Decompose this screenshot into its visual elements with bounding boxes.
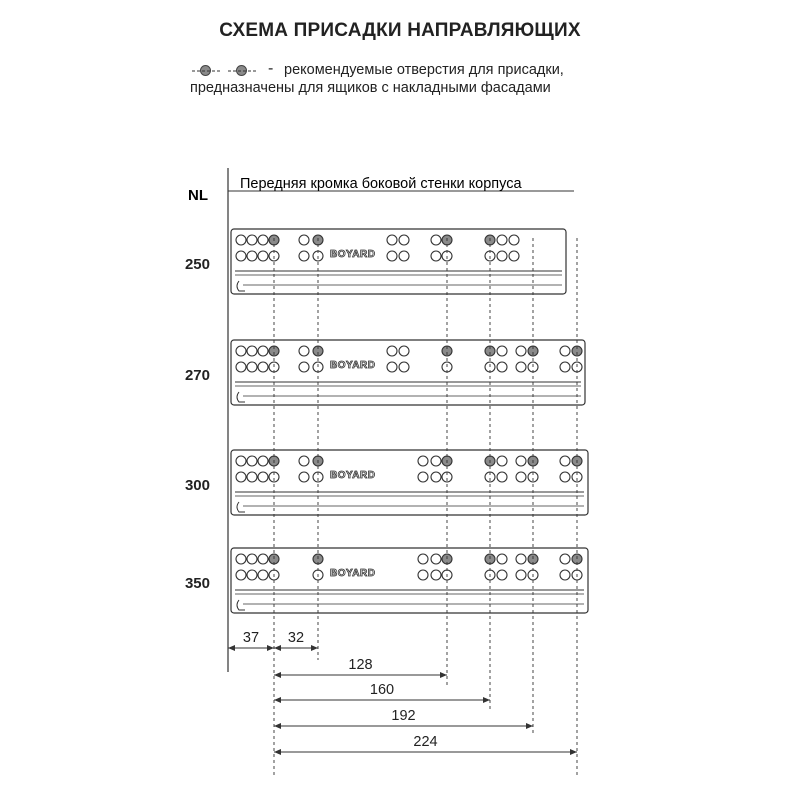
arrowhead xyxy=(274,697,281,703)
mounting-hole xyxy=(387,251,397,261)
mounting-hole xyxy=(516,362,526,372)
mounting-hole xyxy=(431,251,441,261)
mounting-hole xyxy=(247,472,257,482)
mounting-hole xyxy=(258,472,268,482)
dim-224 xyxy=(274,734,577,755)
rail-length-label: 270 xyxy=(184,367,210,384)
mounting-hole xyxy=(299,346,309,356)
mounting-hole xyxy=(236,235,246,245)
arrowhead xyxy=(440,672,447,678)
arrowhead xyxy=(526,723,533,729)
legend-dash: - xyxy=(268,60,274,77)
mounting-hole xyxy=(560,346,570,356)
mounting-hole xyxy=(516,346,526,356)
page-title: СХЕМА ПРИСАДКИ НАПРАВЛЯЮЩИХ xyxy=(219,20,581,41)
mounting-hole xyxy=(497,456,507,466)
mounting-hole xyxy=(258,570,268,580)
mounting-hole xyxy=(497,570,507,580)
mounting-hole xyxy=(560,456,570,466)
arrowhead xyxy=(228,645,235,651)
mounting-hole xyxy=(516,456,526,466)
arrowhead xyxy=(274,723,281,729)
dimension-label: 224 xyxy=(413,734,438,750)
dimension-label: 32 xyxy=(287,630,305,646)
mounting-hole xyxy=(299,456,309,466)
rail-length-label: 300 xyxy=(184,477,210,494)
mounting-hole xyxy=(497,472,507,482)
mounting-hole xyxy=(497,554,507,564)
mounting-hole xyxy=(431,554,441,564)
mounting-hole xyxy=(497,251,507,261)
boyard-logo: BOYARD xyxy=(330,470,376,481)
rail-length-label: 250 xyxy=(184,256,210,273)
dim-192 xyxy=(274,708,533,729)
dim-32 xyxy=(274,630,318,651)
mounting-hole xyxy=(258,346,268,356)
mounting-hole xyxy=(509,235,519,245)
mounting-hole xyxy=(399,346,409,356)
arrowhead xyxy=(311,645,318,651)
arrowhead xyxy=(274,672,281,678)
mounting-hole xyxy=(560,472,570,482)
mounting-hole xyxy=(236,472,246,482)
mounting-hole xyxy=(236,554,246,564)
mounting-hole xyxy=(236,570,246,580)
rail-350 xyxy=(185,548,588,613)
mounting-hole xyxy=(247,251,257,261)
legend-text-line2: предназначены для ящиков с накладными фасадами xyxy=(190,80,551,96)
mounting-hole xyxy=(236,346,246,356)
arrowhead xyxy=(570,749,577,755)
mounting-hole xyxy=(247,554,257,564)
mounting-hole xyxy=(299,235,309,245)
rail-250 xyxy=(185,229,566,294)
mounting-hole xyxy=(431,472,441,482)
mounting-hole xyxy=(431,570,441,580)
dim-160 xyxy=(274,682,490,703)
mounting-hole xyxy=(236,456,246,466)
arrowhead xyxy=(274,749,281,755)
mounting-hole xyxy=(560,362,570,372)
arrowhead xyxy=(274,645,281,651)
boyard-logo: BOYARD xyxy=(330,360,376,371)
mounting-hole xyxy=(418,570,428,580)
mounting-hole xyxy=(247,346,257,356)
mounting-hole xyxy=(299,472,309,482)
mounting-hole xyxy=(560,570,570,580)
arrowhead xyxy=(267,645,274,651)
mounting-hole xyxy=(399,362,409,372)
mounting-hole xyxy=(497,346,507,356)
mounting-hole xyxy=(247,235,257,245)
mounting-hole xyxy=(509,251,519,261)
dimension-label: 128 xyxy=(348,657,373,673)
arrowhead xyxy=(483,697,490,703)
mounting-hole xyxy=(431,235,441,245)
mounting-hole xyxy=(299,362,309,372)
mounting-hole xyxy=(258,554,268,564)
mounting-hole xyxy=(236,251,246,261)
mounting-hole xyxy=(431,456,441,466)
mounting-hole xyxy=(418,472,428,482)
mounting-hole xyxy=(497,235,507,245)
front-edge-label: Передняя кромка боковой стенки корпуса xyxy=(240,176,522,192)
mounting-hole xyxy=(399,235,409,245)
boyard-logo: BOYARD xyxy=(330,568,376,579)
mounting-hole xyxy=(516,570,526,580)
legend-text-line1: рекомендуемые отверстия для присадки, xyxy=(284,62,564,78)
dim-37 xyxy=(228,630,274,651)
rail-length-label: 350 xyxy=(184,575,210,592)
mounting-hole xyxy=(418,456,428,466)
mounting-hole xyxy=(247,570,257,580)
mounting-hole xyxy=(497,362,507,372)
mounting-hole xyxy=(258,251,268,261)
mounting-hole xyxy=(399,251,409,261)
mounting-hole xyxy=(387,235,397,245)
mounting-hole xyxy=(247,456,257,466)
rail-270 xyxy=(185,340,585,405)
mounting-hole xyxy=(258,456,268,466)
dimension-label: 192 xyxy=(391,708,416,724)
nl-label: NL xyxy=(188,187,208,204)
dim-128 xyxy=(274,657,447,678)
mounting-hole xyxy=(299,251,309,261)
mounting-hole xyxy=(258,362,268,372)
mounting-hole xyxy=(236,362,246,372)
mounting-hole xyxy=(387,346,397,356)
mounting-hole xyxy=(247,362,257,372)
mounting-hole xyxy=(387,362,397,372)
mounting-hole xyxy=(418,554,428,564)
mounting-hole xyxy=(516,554,526,564)
mounting-hole xyxy=(516,472,526,482)
mounting-hole xyxy=(560,554,570,564)
mounting-hole xyxy=(258,235,268,245)
dimension-label: 37 xyxy=(242,630,260,646)
rail-300 xyxy=(185,450,588,515)
dimension-label: 160 xyxy=(369,682,395,698)
boyard-logo: BOYARD xyxy=(330,249,376,260)
